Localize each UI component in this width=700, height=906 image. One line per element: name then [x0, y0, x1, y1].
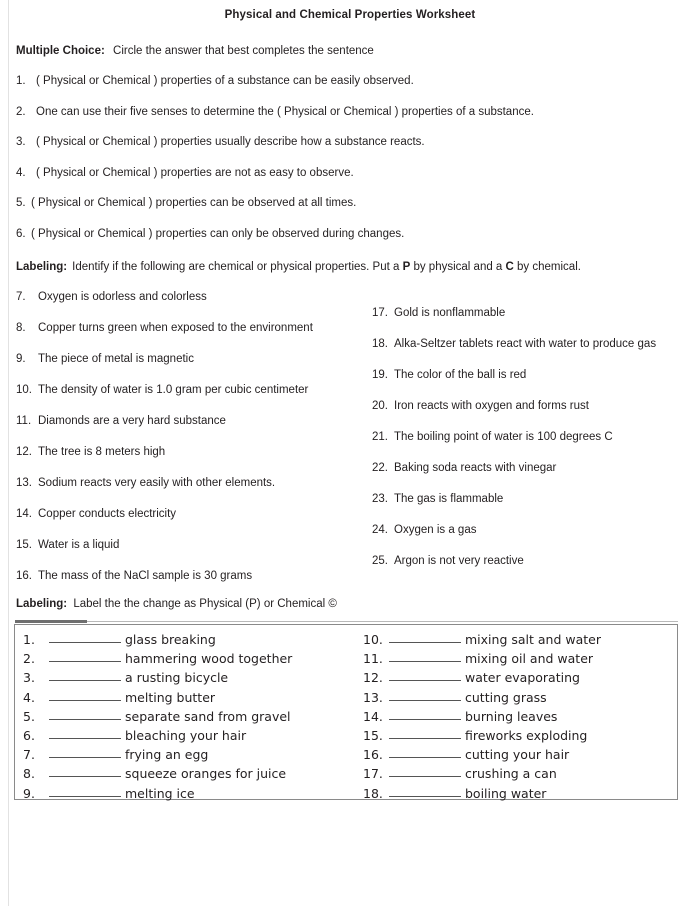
property-item [16, 383, 313, 414]
table-row [363, 668, 673, 687]
item-number: 2. [16, 105, 26, 118]
property-item [16, 476, 313, 507]
item-number: 19. [372, 369, 388, 381]
item-number: 15. [363, 727, 383, 743]
labeling-properties-heading [16, 261, 581, 273]
multiple-choice-item [16, 74, 684, 105]
item-number: 1. [23, 632, 35, 647]
item-text: ( Physical or Chemical ) properties can only be observed during changes. [31, 227, 405, 240]
item-text: Copper turns green when exposed to the environment [38, 322, 313, 334]
table-row [23, 764, 343, 783]
item-number: 6. [16, 227, 26, 240]
answer-blank[interactable] [389, 630, 461, 643]
item-text: cutting grass [465, 689, 547, 705]
changes-column-left [23, 630, 343, 803]
multiple-choice-item [16, 166, 684, 197]
answer-blank[interactable] [49, 668, 121, 681]
table-row [363, 630, 673, 649]
labeling-chemical-code: C [505, 261, 514, 273]
item-number: 11. [363, 651, 383, 667]
multiple-choice-heading-instruction: Circle the answer that best completes the sentence [113, 45, 374, 57]
item-text: Oxygen is a gas [394, 524, 477, 536]
property-item [16, 569, 313, 600]
multiple-choice-item [16, 227, 684, 258]
table-row [23, 630, 343, 649]
answer-blank[interactable] [49, 630, 121, 643]
item-text: Sodium reacts very easily with other elements. [38, 477, 276, 489]
item-text: Water is a liquid [38, 539, 120, 551]
item-text: Copper conducts electricity [38, 508, 177, 520]
item-text: cutting your hair [465, 747, 570, 763]
table-row [363, 707, 673, 726]
item-text: The piece of metal is magnetic [38, 353, 194, 365]
answer-blank[interactable] [49, 649, 121, 662]
item-text: The mass of the NaCl sample is 30 grams [38, 570, 253, 582]
property-item [372, 554, 656, 585]
item-text: Alka-Seltzer tablets react with water to produce gas [394, 338, 657, 350]
answer-blank[interactable] [389, 726, 461, 739]
item-number: 5. [16, 197, 26, 209]
property-item [16, 538, 313, 569]
answer-blank[interactable] [49, 745, 121, 758]
item-number: 2. [23, 651, 35, 667]
page-title: Physical and Chemical Properties Worksheet [224, 9, 476, 21]
changes-column-right [363, 630, 673, 803]
item-number: 13. [363, 689, 383, 705]
item-number: 7. [23, 747, 35, 763]
multiple-choice-item [16, 105, 684, 136]
item-text: separate sand from gravel [125, 708, 291, 724]
item-text: The gas is flammable [394, 493, 504, 505]
table-row [23, 707, 343, 726]
item-number: 24. [372, 524, 388, 536]
answer-blank[interactable] [389, 784, 461, 797]
labeling-changes-instruction: Label the the change as Physical (P) or Chemical © [73, 598, 337, 610]
answer-blank[interactable] [49, 726, 121, 739]
property-item [16, 445, 313, 476]
labeling-physical-code: P [402, 261, 411, 273]
item-number: 18. [372, 338, 388, 350]
item-text: The density of water is 1.0 gram per cubic centimeter [38, 384, 309, 396]
property-item [372, 337, 656, 368]
table-top-rule-artifact [87, 621, 678, 622]
item-text: water evaporating [465, 670, 580, 686]
item-text: crushing a can [465, 766, 557, 782]
item-number: 18. [363, 785, 383, 801]
item-number: 20. [372, 400, 388, 412]
properties-list-right [372, 306, 656, 585]
table-row [23, 688, 343, 707]
property-item [16, 321, 313, 352]
item-number: 9. [16, 353, 26, 365]
item-number: 10. [363, 632, 383, 647]
item-text: hammering wood together [125, 651, 293, 667]
item-number: 14. [16, 508, 32, 520]
item-number: 11. [16, 415, 32, 427]
answer-blank[interactable] [389, 745, 461, 758]
property-item [372, 461, 656, 492]
answer-blank[interactable] [389, 764, 461, 777]
answer-blank[interactable] [49, 707, 121, 720]
item-text: The color of the ball is red [394, 369, 527, 381]
item-number: 4. [16, 166, 26, 179]
item-number: 14. [363, 708, 383, 724]
item-text: One can use their five senses to determine the ( Physical or Chemical ) properties of a substance. [36, 105, 534, 118]
item-text: melting butter [125, 689, 216, 705]
multiple-choice-list [16, 74, 684, 257]
table-row [363, 688, 673, 707]
item-number: 3. [16, 136, 26, 148]
item-number: 10. [16, 384, 32, 396]
labeling-properties-instruction-part2: by physical and a [410, 261, 506, 273]
item-text: Argon is not very reactive [394, 555, 524, 567]
table-row [23, 726, 343, 745]
item-text: mixing salt and water [465, 632, 601, 647]
property-item [372, 399, 656, 430]
item-number: 1. [16, 75, 26, 87]
table-handle-artifact [15, 620, 87, 623]
item-text: ( Physical or Chemical ) properties are not as easy to observe. [36, 166, 354, 179]
labeling-properties-instruction-part3: by chemical. [513, 261, 581, 273]
table-row [363, 745, 673, 764]
item-text: fireworks exploding [465, 727, 588, 743]
item-number: 17. [372, 307, 388, 319]
table-row [23, 668, 343, 687]
property-item [372, 430, 656, 461]
labeling-changes-heading [16, 598, 337, 610]
item-text: ( Physical or Chemical ) properties of a substance can be easily observed. [36, 75, 414, 87]
item-number: 4. [23, 689, 35, 705]
labeling-changes-heading-label: Labeling: [16, 598, 68, 610]
answer-blank[interactable] [389, 649, 461, 662]
answer-blank[interactable] [49, 784, 121, 797]
item-number: 5. [23, 708, 35, 724]
item-text: Iron reacts with oxygen and forms rust [394, 400, 589, 412]
item-text: ( Physical or Chemical ) properties usually describe how a substance reacts. [36, 136, 425, 148]
item-number: 16. [363, 747, 383, 763]
table-row [363, 726, 673, 745]
table-row [363, 764, 673, 783]
item-text: Oxygen is odorless and colorless [38, 291, 207, 303]
property-item [16, 290, 313, 321]
multiple-choice-heading [16, 45, 374, 57]
item-text: frying an egg [125, 747, 209, 763]
answer-blank[interactable] [389, 668, 461, 681]
table-row [23, 649, 343, 668]
properties-list-left [16, 290, 313, 600]
scan-edge-artifact [8, 0, 9, 906]
item-text: Baking soda reacts with vinegar [394, 462, 557, 474]
property-item [16, 352, 313, 383]
item-text: ( Physical or Chemical ) properties can be observed at all times. [31, 197, 357, 209]
item-number: 13. [16, 477, 32, 489]
table-row [23, 784, 343, 803]
item-number: 17. [363, 766, 383, 782]
item-number: 15. [16, 539, 32, 551]
table-row [363, 784, 673, 803]
answer-blank[interactable] [49, 764, 121, 777]
item-number: 9. [23, 785, 35, 801]
item-text: Gold is nonflammable [394, 307, 506, 319]
item-number: 6. [23, 727, 35, 743]
item-text: mixing oil and water [465, 651, 594, 667]
item-number: 8. [16, 322, 26, 334]
item-text: bleaching your hair [125, 727, 247, 743]
property-item [372, 492, 656, 523]
labeling-properties-heading-label: Labeling: [16, 261, 68, 273]
property-item [372, 523, 656, 554]
item-number: 23. [372, 493, 388, 505]
multiple-choice-heading-label: Multiple Choice: [16, 45, 105, 57]
item-text: melting ice [125, 785, 195, 801]
item-number: 25. [372, 555, 388, 567]
table-row [363, 649, 673, 668]
answer-blank[interactable] [389, 688, 461, 701]
multiple-choice-item [16, 135, 684, 166]
table-row [23, 745, 343, 764]
changes-table [14, 624, 678, 800]
property-item [372, 368, 656, 399]
item-text: boiling water [465, 785, 547, 801]
item-number: 22. [372, 462, 388, 474]
answer-blank[interactable] [49, 688, 121, 701]
property-item [16, 414, 313, 445]
answer-blank[interactable] [389, 707, 461, 720]
item-text: Diamonds are a very hard substance [38, 415, 226, 427]
item-text: The boiling point of water is 100 degrees C [394, 431, 613, 443]
item-number: 12. [363, 670, 383, 686]
multiple-choice-item [16, 196, 684, 227]
item-text: a rusting bicycle [125, 670, 229, 686]
item-number: 7. [16, 291, 26, 303]
item-number: 16. [16, 570, 32, 582]
property-item [16, 507, 313, 538]
item-number: 21. [372, 431, 388, 443]
item-text: The tree is 8 meters high [38, 446, 166, 458]
item-number: 8. [23, 766, 35, 782]
item-text: glass breaking [125, 632, 216, 647]
item-number: 12. [16, 446, 32, 458]
labeling-properties-instruction-part1: Identify if the following are chemical or physical properties. Put a [72, 261, 403, 273]
property-item [372, 306, 656, 337]
item-text: squeeze oranges for juice [125, 766, 287, 782]
item-number: 3. [23, 670, 35, 686]
item-text: burning leaves [465, 708, 558, 724]
